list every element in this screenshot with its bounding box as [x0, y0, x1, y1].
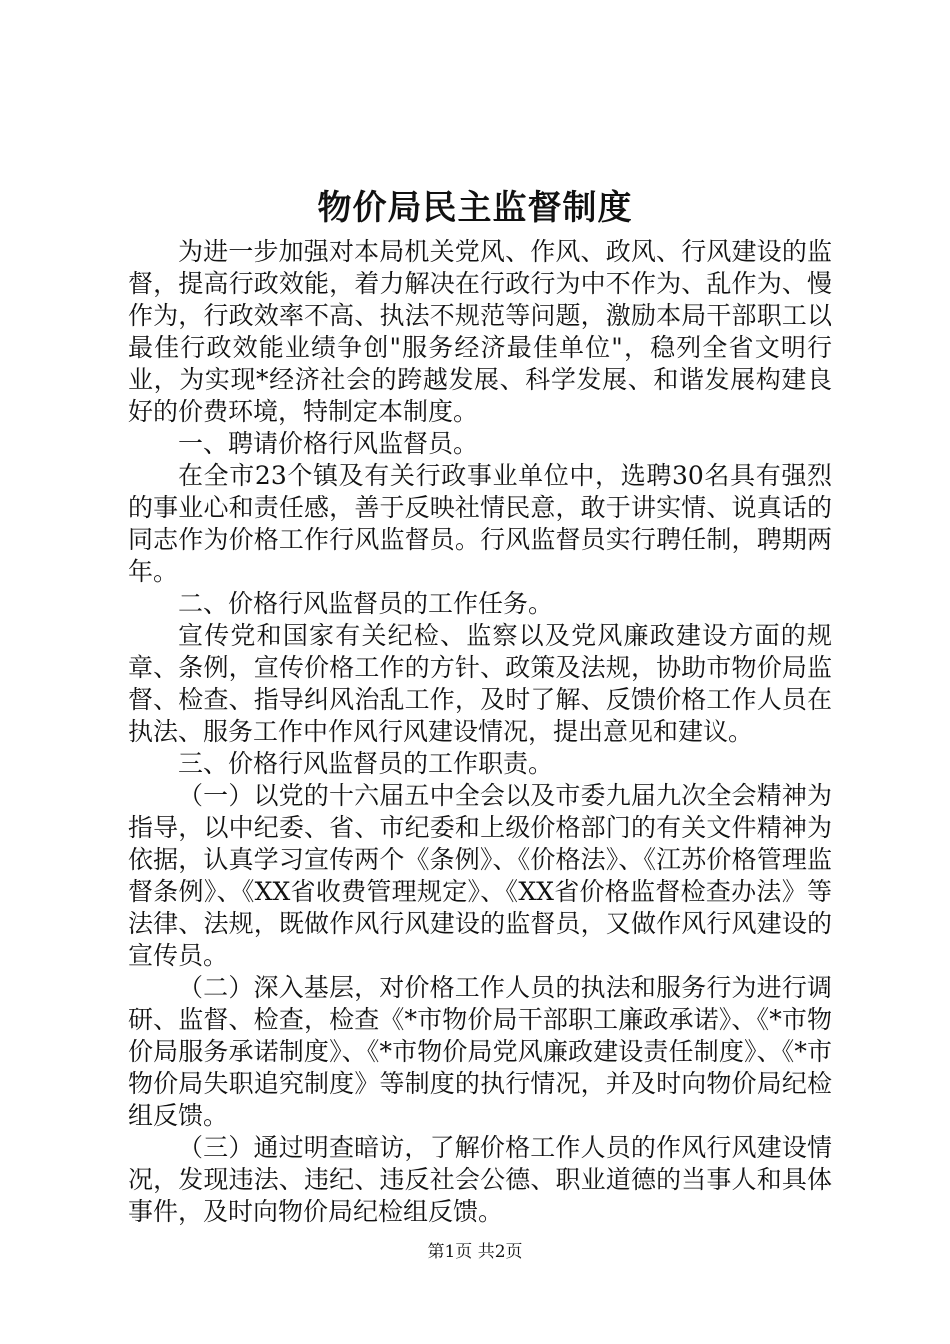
- section-paragraph-1: 在全市23个镇及有关行政事业单位中，选聘30名具有强烈的事业心和责任感，善于反映社情民意，敢于讲实情、说真话的同志作为价格工作行风监督员。行风监督员实行聘任制，聘期两年。: [128, 461, 832, 586]
- intro-paragraph: 为进一步加强对本局机关党风、作风、政风、行风建设的监督，提高行政效能，着力解决在行政行为中不作为、乱作为、慢作为，行政效率不高、执法不规范等问题，激励本局干部职工以最佳行政效能业绩争创"服务经济最佳单位"，稳列全省文明行业，为实现*经济社会的跨越发展、科学发展、和谐发展构建良好的价费环境，特制定本制度。: [128, 237, 832, 426]
- duty-item-1: （一）以党的十六届五中全会以及市委九届九次全会精神为指导，以中纪委、省、市纪委和上级价格部门的有关文件精神为依据，认真学习宣传两个《条例》、《价格法》、《江苏价格管理监督条例》、《XX省收费管理规定》、《XX省价格监督检查办法》等法律、法规，既做作风行风建设的监督员，又做作风行风建设的宣传员。: [128, 781, 832, 970]
- section-heading-2: 二、价格行风监督员的工作任务。: [178, 589, 554, 618]
- section-paragraph-2: 宣传党和国家有关纪检、监察以及党风廉政建设方面的规章、条例，宣传价格工作的方针、政策及法规，协助市物价局监督、检查、指导纠风治乱工作，及时了解、反馈价格工作人员在执法、服务工作中作风行风建设情况，提出意见和建议。: [128, 621, 832, 746]
- page-footer: 第1页 共2页: [427, 1242, 523, 1262]
- section-heading-3: 三、价格行风监督员的工作职责。: [178, 749, 554, 778]
- duty-item-3: （三）通过明查暗访，了解价格工作人员的作风行风建设情况，发现违法、违纪、违反社会公德、职业道德的当事人和具体事件，及时向物价局纪检组反馈。: [128, 1133, 832, 1226]
- document-title: 物价局民主监督制度: [317, 188, 633, 228]
- duty-item-2: （二）深入基层，对价格工作人员的执法和服务行为进行调研、监督、检查，检查《*市物价局干部职工廉政承诺》、《*市物价局服务承诺制度》、《*市物价局党风廉政建设责任制度》、《*市物价局失职追究制度》等制度的执行情况，并及时向物价局纪检组反馈。: [128, 973, 832, 1130]
- section-heading-1: 一、聘请价格行风监督员。: [178, 429, 479, 458]
- document-body: [128, 236, 832, 1228]
